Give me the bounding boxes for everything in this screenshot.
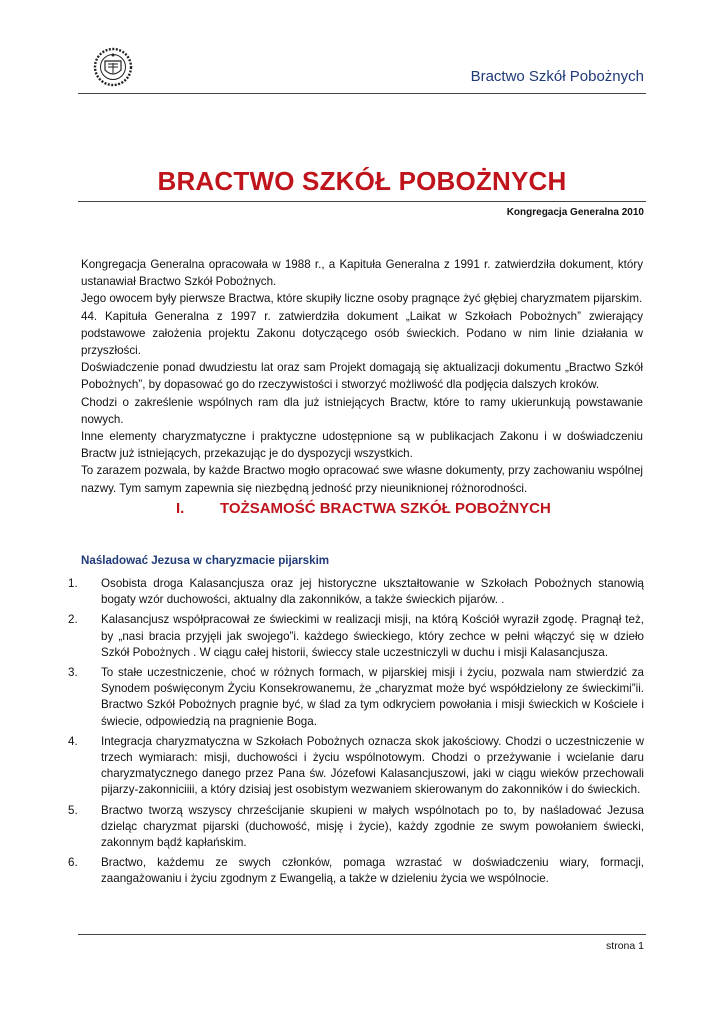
piarist-emblem-icon: [92, 46, 134, 88]
section-number: I.: [176, 500, 185, 517]
intro-paragraph: 44. Kapituła Generalna z 1997 r. zatwierdziła dokument „Laikat w Szkołach Pobożnych” zwierający podstawowe założenia projektu Zakonu dotyczącego osób świeckich. Podano w nim linie działania w przyszłości.: [81, 309, 643, 358]
document-subtitle: Kongregacja Generalna 2010: [506, 207, 644, 218]
intro-paragraph: To zarazem pozwala, by każde Bractwo mogło opracować swe własne dokumenty, przy zachowaniu wspólnej nazwy. Tym samym zapewnia się niezbędną jedność przy nieuniknionej różnorodności.: [81, 464, 643, 495]
item-number: 3.: [68, 666, 78, 680]
intro-paragraph: Doświadczenie ponad dwudziestu lat oraz sam Projekt domagają się aktualizacji dokumentu „Bractwo Szkół Pobożnych”, by dopasować go do rzeczywistości i stworzyć możliwość dla podjęcia dalszych kroków.: [81, 361, 643, 392]
list-item: [68, 576, 644, 608]
list-item: [68, 803, 644, 852]
sub-heading: Naśladować Jezusa w charyzmacie pijarskim: [81, 554, 330, 567]
intro-text: [81, 256, 643, 497]
item-number: 6.: [68, 856, 78, 870]
item-number: 2.: [68, 613, 78, 627]
item-text: Bractwo tworzą wszyscy chrześcijanie skupieni w małych wspólnotach po to, by naśladować Jezusa dzieląc charyzmat pijarski (duchowość, misję i życie), każdy zgodnie ze swym powołaniem świecki, zakonnym bądź kapłańskim.: [101, 803, 644, 850]
item-text: Bractwo, każdemu ze swych członków, pomaga wzrastać w doświadczeniu wiary, formacji, zaangażowaniu i życiu zgodnym z Ewangelią, a także w dzieleniu życia we wspólnocie.: [101, 856, 644, 886]
list-item: [68, 665, 644, 730]
item-number: 1.: [68, 577, 78, 590]
list-item: [68, 612, 644, 661]
intro-paragraph: Inne elementy charyzmatyczne i praktyczne udostępnione są w publikacjach Zakonu i w doświadczeniu Bractw już istniejących, przekazując je do dyspozycji wszystkich.: [81, 430, 643, 461]
document-title: BRACTWO SZKÓŁ POBOŻNYCH: [157, 166, 567, 196]
item-text: To stałe uczestniczenie, choć w różnych formach, w pijarskiej misji i życiu, pozwala nam stwierdzić za Synodem poświęconym Życiu Konsekrowanemu, że „charyzmat może być współdzielony ze świeckimi”ii. Bractwo Szkół Pobożnych pragnie być, w ślad za tym odkryciem powołania i misji świeckich w Kościele i świecie, odpowiedzią na pragnienie Boga.: [101, 666, 644, 728]
item-text: Integracja charyzmatyczna w Szkołach Pobożnych oznacza skok jakościowy. Chodzi o uczestniczenie w trzech wymiarach: misji, duchowości i życiu wspólnotowym. Chodzi o przeżywanie i wcielanie daru charyzmatycznego danego przez Pana św. Józefowi Kalasancjuszowi, jaki w ciągu wieków przechowali pijarzy-zakonniciiii, a który dzisiaj jest osobistym wezwaniem skierowanym do zakonników i do świeckich.: [101, 734, 644, 797]
header-title: Bractwo Szkół Pobożnych: [470, 68, 644, 85]
intro-paragraph: Kongregacja Generalna opracowała w 1988 r., a Kapituła Generalna z 1991 r. zatwierdziła dokument, który ustanawiał Bractwo Szkół Pobożnych.: [81, 258, 643, 289]
page-number: strona 1: [606, 940, 644, 952]
item-text: Kalasancjusz współpracował ze świeckimi w realizacji misji, na którą Kościół wyraził zgodę. Pragnął też, by „nasi bracia przyjęli jak swojego”i. każdego świeckiego, który zechce w pełni włączyć się w dzieło Szkół Pobożnych . W ciągu całej historii, świeccy stale uczestniczyli w duchu i misji Kalasancjusza.: [101, 613, 644, 659]
list-item: [68, 734, 644, 799]
header-divider: [78, 93, 646, 94]
item-number: 4.: [68, 734, 78, 748]
intro-paragraph: Jego owocem były pierwsze Bractwa, które skupiły liczne osoby pragnące żyć głębiej charyzmatem pijarskim.: [81, 292, 643, 306]
section-title: TOŻSAMOŚĆ BRACTWA SZKÓŁ POBOŻNYCH: [220, 500, 551, 517]
title-divider: [78, 201, 646, 202]
item-text: Osobista droga Kalasancjusza oraz jej historyczne ukształtowanie w Szkołach Pobożnych stanowią bogaty wzór duchowości, aktualny dla zakonników, a także świeckich pijarów. .: [101, 577, 644, 607]
footer-divider: [78, 934, 646, 935]
list-item: [68, 855, 644, 887]
item-number: 5.: [68, 803, 78, 817]
numbered-list: [68, 576, 644, 892]
section-heading: [176, 500, 551, 517]
intro-paragraph: Chodzi o zakreślenie wspólnych ram dla już istniejących Bractw, które to ramy ukierunkują powstawanie nowych.: [81, 395, 643, 426]
